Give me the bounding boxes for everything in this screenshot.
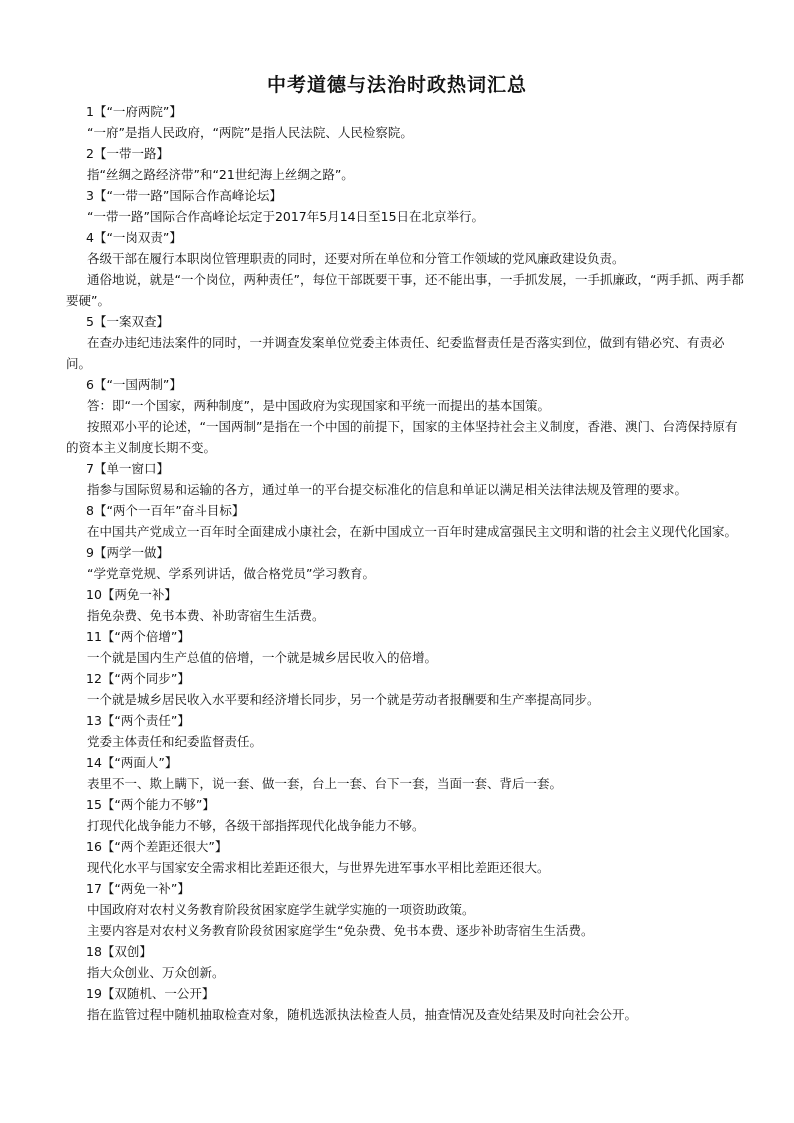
term-entry <box>66 374 746 458</box>
term-definition: 指“丝绸之路经济带”和“21世纪海上丝绸之路”。 <box>87 167 354 182</box>
term-entry <box>66 878 746 941</box>
term-heading: 11【“两个倍增”】 <box>86 629 190 644</box>
term-heading: 15【“两个能力不够”】 <box>86 797 215 812</box>
term-heading: 13【“两个责任”】 <box>86 713 190 728</box>
entry-list <box>66 101 746 1025</box>
term-heading: 3【“一带一路”国际合作高峰论坛】 <box>86 188 282 203</box>
term-definition: 打现代化战争能力不够，各级干部指挥现代化战争能力不够。 <box>87 818 425 833</box>
term-definition: 主要内容是对农村义务教育阶段贫困家庭学生“免杂费、免书本费、逐步补助寄宿生生活费。 <box>87 923 594 938</box>
term-definition: 答：即“一个国家，两种制度”，是中国政府为实现国家和平统一而提出的基本国策。 <box>87 398 550 413</box>
term-entry <box>66 500 746 542</box>
term-heading: 7【单一窗口】 <box>86 461 169 476</box>
term-definition: 各级干部在履行本职岗位管理职责的同时，还要对所在单位和分管工作领域的党风廉政建设负责。 <box>87 251 625 266</box>
term-entry <box>66 941 746 983</box>
term-entry <box>66 584 746 626</box>
term-definition: 一个就是城乡居民收入水平要和经济增长同步，另一个就是劳动者报酬要和生产率提高同步。 <box>87 692 600 707</box>
term-definition: 通俗地说，就是“一个岗位，两种责任”，每位干部既要干事，还不能出事，一手抓发展，一手抓廉政，“两手抓、两手都要硬”。 <box>66 272 744 308</box>
term-definition: 表里不一、欺上瞒下，说一套、做一套，台上一套、台下一套，当面一套、背后一套。 <box>87 776 563 791</box>
term-heading: 10【两免一补】 <box>86 587 177 602</box>
term-entry <box>66 710 746 752</box>
term-definition: 指参与国际贸易和运输的各方，通过单一的平台提交标准化的信息和单证以满足相关法律法规及管理的要求。 <box>87 482 688 497</box>
term-entry <box>66 542 746 584</box>
term-heading: 18【双创】 <box>86 944 152 959</box>
term-definition: 在中国共产党成立一百年时全面建成小康社会，在新中国成立一百年时建成富强民主文明和谐的社会主义现代化国家。 <box>87 524 738 539</box>
term-entry <box>66 185 746 227</box>
term-definition: 一个就是国内生产总值的倍增，一个就是城乡居民收入的倍增。 <box>87 650 438 665</box>
term-entry <box>66 101 746 143</box>
term-definition: 在查办违纪违法案件的同时，一并调查发案单位党委主体责任、纪委监督责任是否落实到位，做到有错必究、有责必问。 <box>66 335 725 371</box>
term-entry <box>66 143 746 185</box>
page-title: 中考道德与法治时政热词汇总 <box>266 74 527 96</box>
term-heading: 6【“一国两制”】 <box>86 377 182 392</box>
term-definition: 指大众创业、万众创新。 <box>87 965 225 980</box>
term-entry <box>66 311 746 374</box>
term-definition: 按照邓小平的论述，“一国两制”是指在一个中国的前提下，国家的主体坚持社会主义制度，香港、澳门、台湾保持原有的资本主义制度长期不变。 <box>66 419 738 455</box>
term-entry <box>66 227 746 311</box>
term-heading: 12【“两个同步”】 <box>86 671 190 686</box>
term-definition: “学党章党规、学系列讲话，做合格党员”学习教育。 <box>87 566 375 581</box>
term-entry <box>66 836 746 878</box>
term-definition: “一府”是指人民政府，“两院”是指人民法院、人民检察院。 <box>87 125 413 140</box>
term-definition: 现代化水平与国家安全需求相比差距还很大，与世界先进军事水平相比差距还很大。 <box>87 860 550 875</box>
term-definition: 指在监管过程中随机抽取检查对象，随机选派执法检查人员，抽查情况及查处结果及时向社会公开。 <box>87 1007 638 1022</box>
term-heading: 5【一案双查】 <box>86 314 169 329</box>
term-heading: 17【“两免一补”】 <box>86 881 190 896</box>
term-entry <box>66 626 746 668</box>
term-heading: 19【双随机、一公开】 <box>86 986 215 1001</box>
term-entry <box>66 458 746 500</box>
term-heading: 2【一带一路】 <box>86 146 169 161</box>
term-definition: 党委主体责任和纪委监督责任。 <box>87 734 263 749</box>
term-definition: 中国政府对农村义务教育阶段贫困家庭学生就学实施的一项资助政策。 <box>87 902 475 917</box>
term-entry <box>66 983 746 1025</box>
term-heading: 8【“两个一百年”奋斗目标】 <box>86 503 245 518</box>
term-entry <box>66 752 746 794</box>
term-heading: 4【“一岗双责”】 <box>86 230 182 245</box>
term-entry <box>66 794 746 836</box>
term-heading: 16【“两个差距还很大”】 <box>86 839 228 854</box>
term-heading: 1【“一府两院”】 <box>86 104 182 119</box>
term-definition: 指免杂费、免书本费、补助寄宿生生活费。 <box>87 608 325 623</box>
term-definition: “一带一路”国际合作高峰论坛定于2017年5月14日至15日在北京举行。 <box>87 209 485 224</box>
term-heading: 9【两学一做】 <box>86 545 169 560</box>
term-heading: 14【“两面人”】 <box>86 755 178 770</box>
term-entry <box>66 668 746 710</box>
